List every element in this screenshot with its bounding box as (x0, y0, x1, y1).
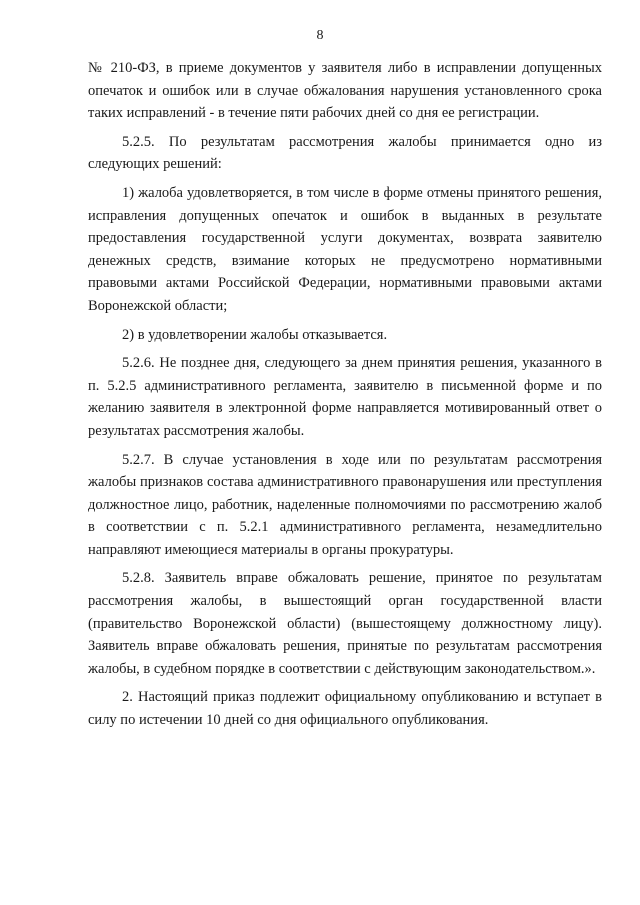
paragraph-decision-2: 2) в удовлетворении жалобы отказывается. (122, 326, 388, 343)
document-body (88, 57, 602, 738)
paragraph-5-2-8: 5.2.8. Заявитель вправе обжаловать решение, принятое по результатам рассмотрения жалобы, в вышестоящий орган государственной власти (правительство Воронежской области) (вышестоящему должностному лицу). Заявитель вправе обжаловать решения, принятые по результатам рассмотрения жалобы, в судебном порядке в соответствии с действующим законодательством.». (88, 570, 602, 677)
paragraph-5-2-5: 5.2.5. По результатам рассмотрения жалобы принимается одно из следующих решений: (88, 133, 602, 173)
paragraph-continuation: № 210-ФЗ, в приеме документов у заявителя либо в исправлении допущенных опечаток и ошибок или в случае обжалования нарушения установленного срока таких исправлений - в течение пяти рабочих дней со дня ее регистрации. (88, 60, 602, 122)
paragraph-5-2-6: 5.2.6. Не позднее дня, следующего за днем принятия решения, указанного в п. 5.2.5 административного регламента, заявителю в письменной форме и по желанию заявителя в электронной форме направляется мотивированный ответ о результатах рассмотрения жалобы. (88, 355, 602, 439)
paragraph-2-publication: 2. Настоящий приказ подлежит официальному опубликованию и вступает в силу по истечении 10 дней со дня официального опубликования. (88, 689, 602, 729)
paragraph-decision-1: 1) жалоба удовлетворяется, в том числе в форме отмены принятого решения, исправления допущенных опечаток и ошибок в выданных в результате предоставления государственной услуги документах, возврата заявителю денежных средств, взимание которых не предусмотрено нормативными правовыми актами Российской Федерации, нормативными правовыми актами Воронежской области; (88, 184, 602, 314)
paragraph-5-2-7: 5.2.7. В случае установления в ходе или по результатам рассмотрения жалобы признаков состава административного правонарушения или преступления должностное лицо, работник, наделенные полномочиями по рассмотрению жалоб в соответствии с п. 5.2.1 административного регламента, незамедлительно направляют имеющиеся материалы в органы прокуратуры. (88, 451, 602, 558)
page-number: 8 (316, 28, 324, 43)
